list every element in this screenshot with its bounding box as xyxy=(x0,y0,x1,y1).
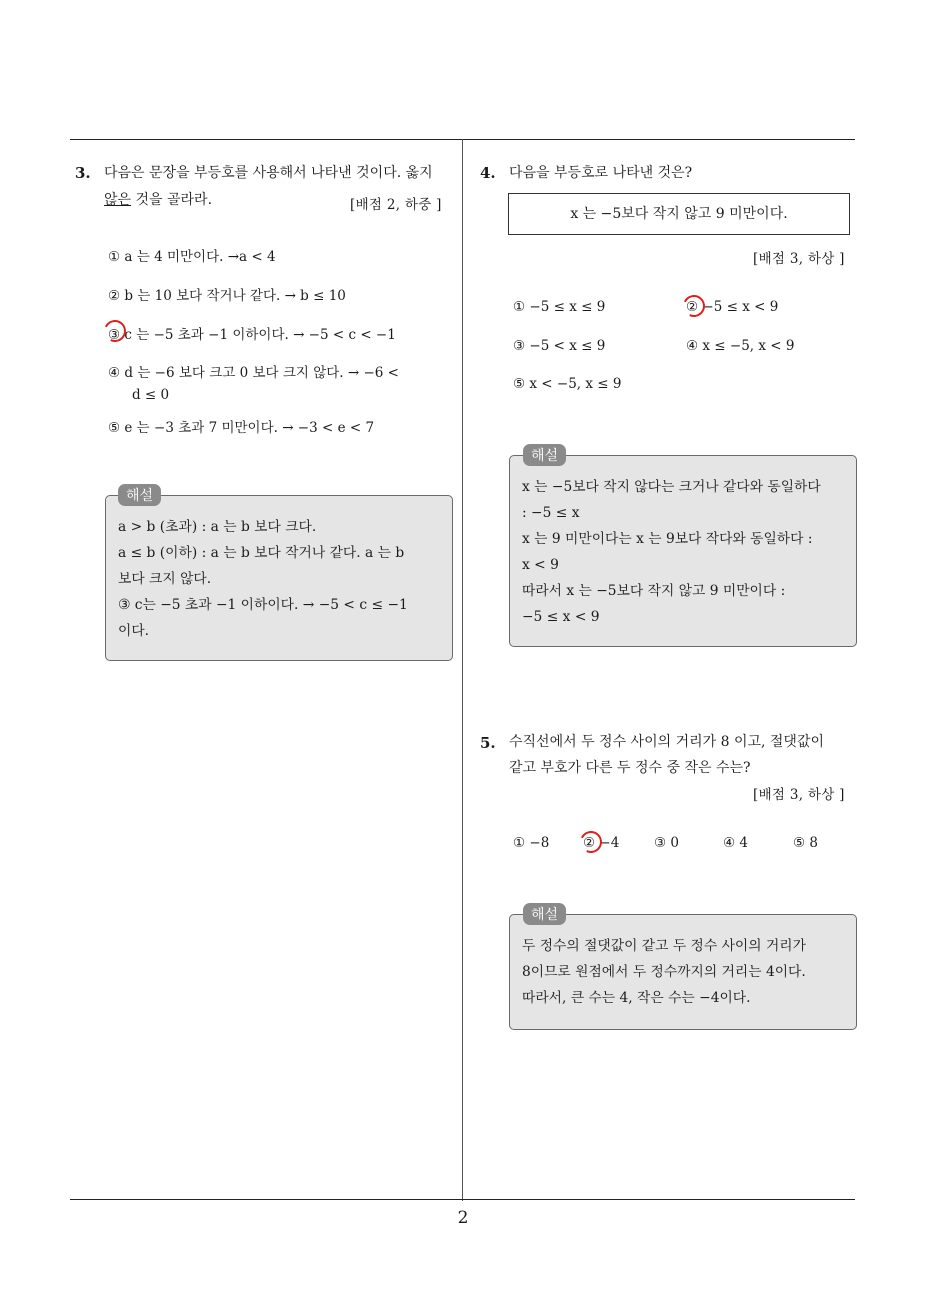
q4-solution-box xyxy=(509,455,857,647)
q3-option-4[interactable]: ④ d 는 −6 보다 크고 0 보다 크지 않다. → −6 < xyxy=(108,365,399,381)
q3-option-4-cont: d ≤ 0 xyxy=(132,387,170,403)
bottom-rule xyxy=(70,1199,855,1200)
q3-number: 3. xyxy=(75,164,91,182)
q3-question-line1: 다음은 문장을 부등호를 사용해서 나타낸 것이다. 옳지 xyxy=(104,165,433,181)
q4-condition-box: x 는 −5보다 작지 않고 9 미만이다. xyxy=(508,193,850,235)
q5-option-3[interactable]: ③ 0 xyxy=(654,835,679,851)
q3-solution-line: a > b (초과) : a 는 b 보다 크다. xyxy=(118,519,317,535)
q4-option-2[interactable]: ② −5 ≤ x < 9 xyxy=(686,299,779,315)
q5-points: [배점 3, 하상 ] xyxy=(753,787,845,803)
q3-solution-tag: 해설 xyxy=(118,484,161,506)
q5-solution-line: 두 정수의 절댓값이 같고 두 정수 사이의 거리가 xyxy=(522,938,806,954)
q3-solution-line: 보다 크지 않다. xyxy=(118,571,212,587)
q4-option-1[interactable]: ① −5 ≤ x ≤ 9 xyxy=(513,299,606,315)
q5-option-2[interactable]: ② −4 xyxy=(583,835,620,851)
q4-solution-tag: 해설 xyxy=(523,444,566,466)
q5-option-1[interactable]: ① −8 xyxy=(513,835,550,851)
q4-solution-line: −5 ≤ x < 9 xyxy=(522,609,600,625)
q4-solution-line: x 는 −5보다 작지 않다는 크거나 같다와 동일하다 xyxy=(522,479,821,495)
q5-number: 5. xyxy=(480,734,496,752)
q4-number: 4. xyxy=(480,164,496,182)
q5-option-5[interactable]: ⑤ 8 xyxy=(793,835,818,851)
q3-option-5[interactable]: ⑤ e 는 −3 초과 7 미만이다. → −3 < e < 7 xyxy=(108,420,375,436)
q4-option-5[interactable]: ⑤ x < −5, x ≤ 9 xyxy=(513,376,622,392)
q3-option-2[interactable]: ② b 는 10 보다 작거나 같다. → b ≤ 10 xyxy=(108,288,346,304)
page-number: 2 xyxy=(457,1208,469,1228)
q5-solution-line: 따라서, 큰 수는 4, 작은 수는 −4이다. xyxy=(522,990,751,1006)
q5-question-line1: 수직선에서 두 정수 사이의 거리가 8 이고, 절댓값이 xyxy=(509,734,824,750)
q4-question: 다음을 부등호로 나타낸 것은? xyxy=(509,165,693,181)
q3-question-line2 xyxy=(104,187,212,213)
q5-option-4[interactable]: ④ 4 xyxy=(723,835,748,851)
q4-option-4[interactable]: ④ x ≤ −5, x < 9 xyxy=(686,338,795,354)
q4-option-3[interactable]: ③ −5 < x ≤ 9 xyxy=(513,338,606,354)
q3-points: [배점 2, 하중 ] xyxy=(350,197,442,213)
q3-solution-line: a ≤ b (이하) : a 는 b 보다 작거나 같다. a 는 b xyxy=(118,545,405,561)
q3-option-3[interactable]: ③ c 는 −5 초과 −1 이하이다. → −5 < c < −1 xyxy=(108,327,396,343)
q4-points: [배점 3, 하상 ] xyxy=(753,251,845,267)
q3-solution-line: ③ c는 −5 초과 −1 이하이다. → −5 < c ≤ −1 xyxy=(118,597,408,613)
q3-underlined-word: 않은 xyxy=(104,192,132,208)
q5-answer-circle-icon xyxy=(577,828,605,856)
q4-answer-circle-icon xyxy=(680,292,708,320)
q4-solution-line: : −5 ≤ x xyxy=(522,505,580,521)
q3-solution-box xyxy=(105,495,453,661)
q5-question-line2: 같고 부호가 다른 두 정수 중 작은 수는? xyxy=(509,760,751,776)
q4-solution-line: x 는 9 미만이다는 x 는 9보다 작다와 동일하다 : xyxy=(522,531,813,547)
q5-solution-tag: 해설 xyxy=(523,903,566,925)
q4-solution-line: x < 9 xyxy=(522,557,559,573)
q5-solution-box xyxy=(509,914,857,1030)
column-divider xyxy=(462,139,463,1201)
q3-option-1[interactable]: ① a 는 4 미만이다. →a < 4 xyxy=(108,249,276,265)
q5-solution-line: 8이므로 원점에서 두 정수까지의 거리는 4이다. xyxy=(522,964,806,980)
q3-solution-line: 이다. xyxy=(118,623,150,639)
q3-question-line2-rest: 것을 골라라. xyxy=(131,192,213,208)
q4-solution-line: 따라서 x 는 −5보다 작지 않고 9 미만이다 : xyxy=(522,583,786,599)
